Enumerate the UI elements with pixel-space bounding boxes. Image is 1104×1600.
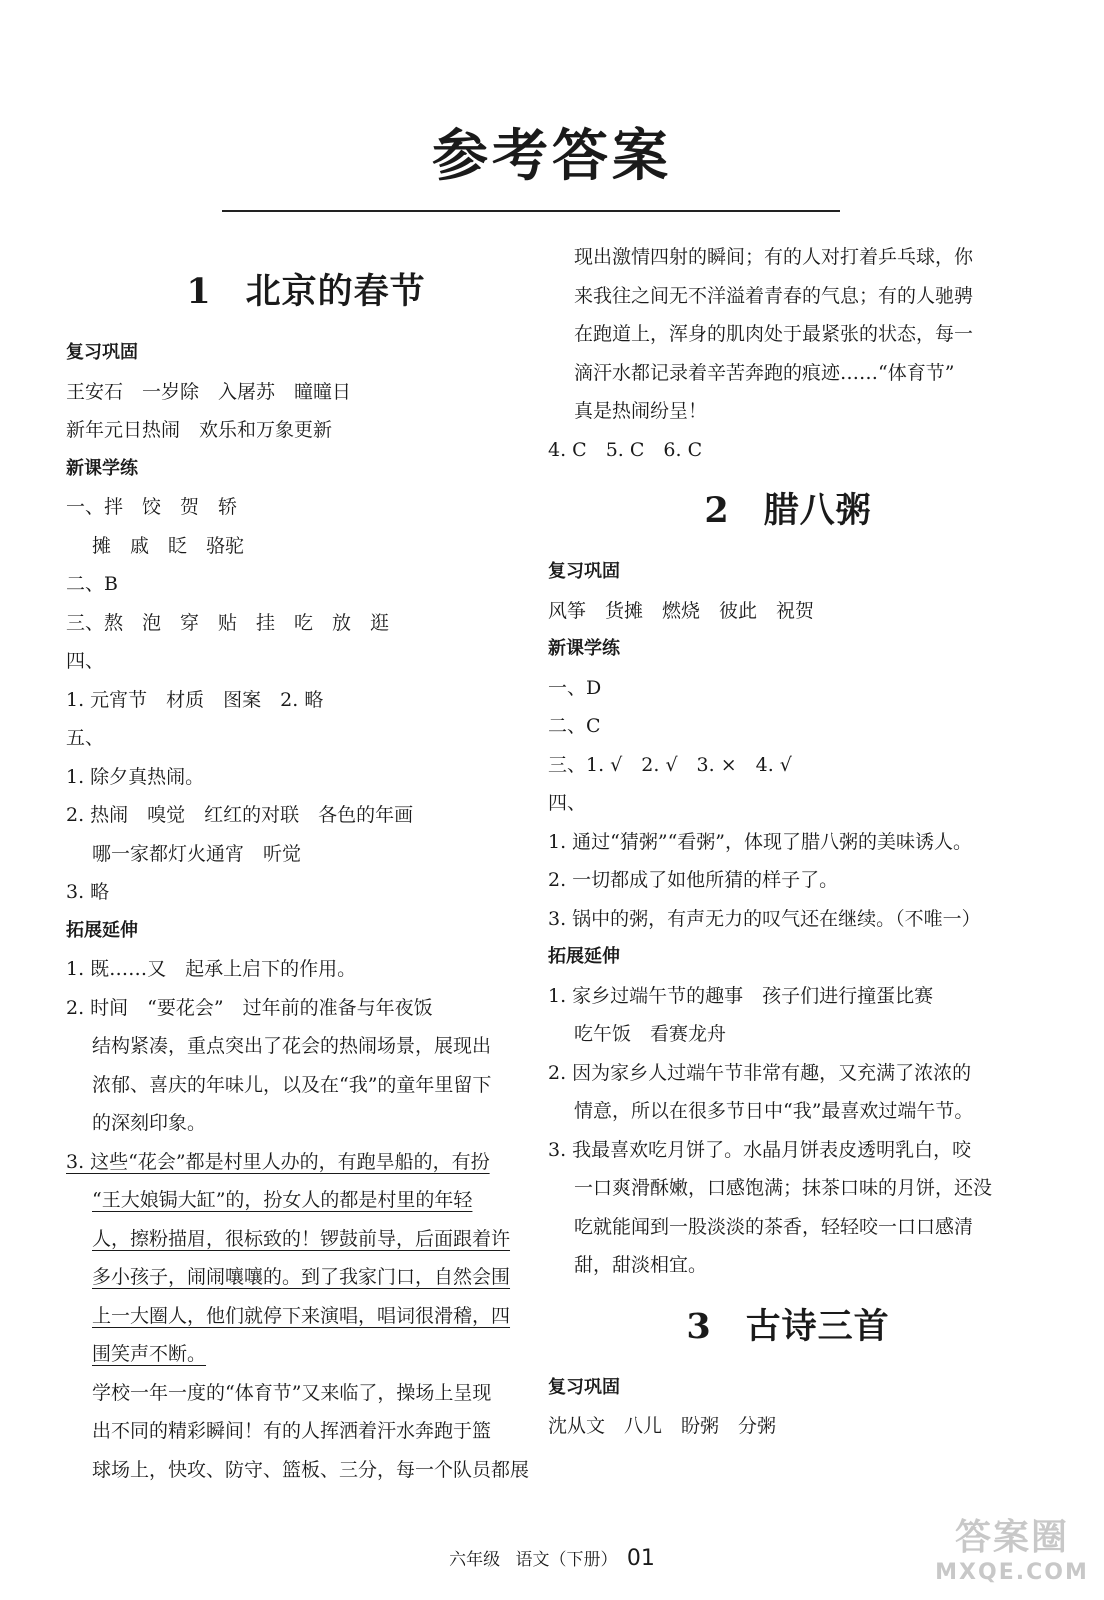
answer-text: 情意，所以在很多节日中“我”最喜欢过端午节。 [574,1100,974,1122]
section-heading [66,450,546,489]
answer-line [548,1246,1028,1285]
answer-line [66,681,546,720]
answer-line [548,1054,1028,1093]
answer-text: 来我往之间无不洋溢着青春的气息；有的人驰骋 [574,284,974,307]
lesson-number: 2 [704,490,730,531]
right-column [548,238,1028,1446]
lesson-title [66,250,546,334]
answer-text: 新课学练 [66,457,138,479]
answer-line [66,1335,546,1374]
answer-line [66,796,546,835]
answer-line [548,977,1028,1016]
underlined-answer-text: 人，擦粉描眉，很标致的！锣鼓前导，后面跟着许 [92,1227,511,1250]
answer-line [548,277,1028,316]
answer-text: 哪一家都灯火通宵 听觉 [92,842,302,865]
answer-line [548,1169,1028,1208]
section-heading [548,553,1028,592]
answer-text: 1. 元宵节 材质 图案 2. 略 [66,688,324,711]
answer-text: 真是热闹纷呈！ [574,400,708,422]
answer-line [548,354,1028,393]
answer-line [548,1131,1028,1170]
answer-line [66,565,546,604]
lesson-title [548,469,1028,553]
answer-text: 4. C 5. C 6. C [548,438,703,461]
lesson-name: 腊八粥 [763,490,872,531]
lesson-number: 3 [686,1305,712,1347]
answer-text: 四、 [66,650,105,672]
answer-text: 2. 时间 “要花会” 过年前的准备与年夜饭 [66,996,433,1019]
answer-text: 三、1. √ 2. √ 3. × 4. √ [548,753,792,776]
answer-line [66,758,546,797]
left-column [66,250,546,1489]
answer-text: 甜，甜淡相宜。 [574,1254,708,1276]
answer-line [66,1181,546,1220]
answer-text: 球场上，快攻、防守、篮板、三分，每一个队员都展 [92,1458,530,1481]
answer-line [66,1066,546,1105]
answer-text: 一、D [548,676,602,699]
answer-line [548,238,1028,277]
page-number: 01 [626,1546,655,1571]
answer-text: 出不同的精彩瞬间！有的人挥洒着汗水奔跑于篮 [92,1420,492,1442]
section-heading [548,1369,1028,1408]
answer-line [66,835,546,874]
answer-text: 四、 [548,792,587,814]
answer-text: 1. 既……又 起承上启下的作用。 [66,958,357,980]
answer-line [548,392,1028,431]
answer-line [66,604,546,643]
answer-text: 3. 锅中的粥，有声无力的叹气还在继续。（不唯一） [548,907,981,930]
answer-line [66,1258,546,1297]
lesson-title [548,1285,1028,1369]
section-heading [66,334,546,373]
answer-text: 三、熬 泡 穿 贴 挂 吃 放 逛 [66,611,390,634]
section-heading [66,912,546,951]
answer-text: 吃午饭 看赛龙舟 [574,1023,727,1045]
answer-line [66,1297,546,1336]
answer-text: 结构紧凑，重点突出了花会的热闹场景，展现出 [92,1035,492,1057]
lesson-name: 古诗三首 [745,1305,890,1347]
answer-line [548,315,1028,354]
answer-text: 现出激情四射的瞬间；有的人对打着乒乓球，你 [574,246,974,268]
answer-text: 1. 家乡过端午节的趣事 孩子们进行撞蛋比赛 [548,984,934,1007]
answer-text: 2. 因为家乡人过端午节非常有趣，又充满了浓浓的 [548,1061,972,1084]
answer-text: 在跑道上，浑身的肌肉处于最紧张的状态，每一 [574,323,974,345]
answer-line [548,746,1028,785]
answer-text: 复习巩固 [548,1376,620,1398]
underlined-answer-text: 3. 这些“花会”都是村里人办的，有跑旱船的，有扮 [66,1150,490,1173]
underlined-answer-text: 围笑声不断。 [92,1343,207,1365]
underlined-answer-text: 多小孩子，闹闹嚷嚷的。到了我家门口，自然会围 [92,1266,511,1288]
answer-text: 吃就能闻到一股淡淡的茶香，轻轻咬一口口感清 [574,1215,974,1238]
answer-text: 学校一年一度的“体育节”又来临了，操场上呈现 [92,1381,492,1404]
answer-line [548,823,1028,862]
answer-line [548,1015,1028,1054]
answer-line [66,950,546,989]
answer-text: 风筝 货摊 燃烧 彼此 祝贺 [548,599,815,622]
answer-text: 3. 我最喜欢吃月饼了。水晶月饼表皮透明乳白，咬 [548,1138,972,1161]
lesson-name: 北京的春节 [245,271,426,312]
answer-text: 复习巩固 [66,342,138,363]
answer-text: 拓展延伸 [66,919,138,941]
answer-text: 2. 一切都成了如他所猜的样子了。 [548,869,839,891]
answer-text: 一口爽滑酥嫩，口感饱满；抹茶口味的月饼，还没 [574,1177,993,1199]
answer-line [66,1143,546,1182]
answer-line [66,1027,546,1066]
answer-text: 新课学练 [548,638,620,659]
answer-text: 3. 略 [66,881,110,903]
answer-text: 二、C [548,715,601,737]
answer-text: 王安石 一岁除 入屠苏 曈曈日 [66,380,352,403]
answer-text: 新年元日热闹 欢乐和万象更新 [66,419,333,441]
answer-line [548,861,1028,900]
underlined-answer-text: 上一大圈人，他们就停下来演唱，唱词很滑稽，四 [92,1304,511,1327]
section-heading [548,938,1028,977]
footer-subject: 语文（下册） [515,1550,618,1570]
answer-line [548,669,1028,708]
answer-line [66,1451,546,1490]
answer-text: 拓展延伸 [548,946,620,967]
watermark-logo [932,1516,1092,1592]
answer-text: 滴汗水都记录着辛苦奔跑的痕迹……“体育节” [574,361,955,384]
answer-line [66,1412,546,1451]
answer-line [548,1092,1028,1131]
page-title: 参考答案 [432,123,672,189]
answer-text: 摊 戚 眨 骆驼 [92,534,245,557]
answer-text: 的深刻印象。 [92,1112,207,1134]
answer-line [66,719,546,758]
lesson-number: 1 [186,271,212,312]
answer-line [66,873,546,912]
answer-line [548,431,1028,470]
answer-line [66,642,546,681]
underlined-answer-text: “王大娘锔大缸”的，扮女人的都是村里的年轻 [92,1189,473,1211]
answer-text: 2. 热闹 嗅觉 红红的对联 各色的年画 [66,804,414,826]
answer-line [66,1104,546,1143]
answer-text: 复习巩固 [548,561,620,582]
answer-line [66,488,546,527]
answer-line [548,784,1028,823]
title-divider [222,210,840,212]
answer-line [548,1208,1028,1247]
answer-text: 二、B [66,573,118,595]
footer-grade: 六年级 [449,1550,501,1570]
answer-line [66,373,546,412]
answer-line [66,527,546,566]
answer-text: 沈从文 八儿 盼粥 分粥 [548,1415,777,1437]
answer-text: 浓郁、喜庆的年味儿，以及在“我”的童年里留下 [92,1073,492,1096]
answer-line [66,1374,546,1413]
answer-text: 五、 [66,727,105,749]
answer-line [548,707,1028,746]
watermark-url: MXQE.COM [935,1560,1089,1585]
answer-text: 1. 通过“猜粥”“看粥”，体现了腊八粥的美味诱人。 [548,830,973,853]
answer-line [548,1407,1028,1446]
answer-text: 一、拌 饺 贺 轿 [66,496,238,518]
answer-line [66,989,546,1028]
answer-line [66,1220,546,1259]
section-heading [548,630,1028,669]
answer-line [548,900,1028,939]
answer-text: 1. 除夕真热闹。 [66,765,205,788]
answer-line [548,592,1028,631]
answer-line [66,411,546,450]
watermark-text: 答案圈 [954,1517,1069,1558]
